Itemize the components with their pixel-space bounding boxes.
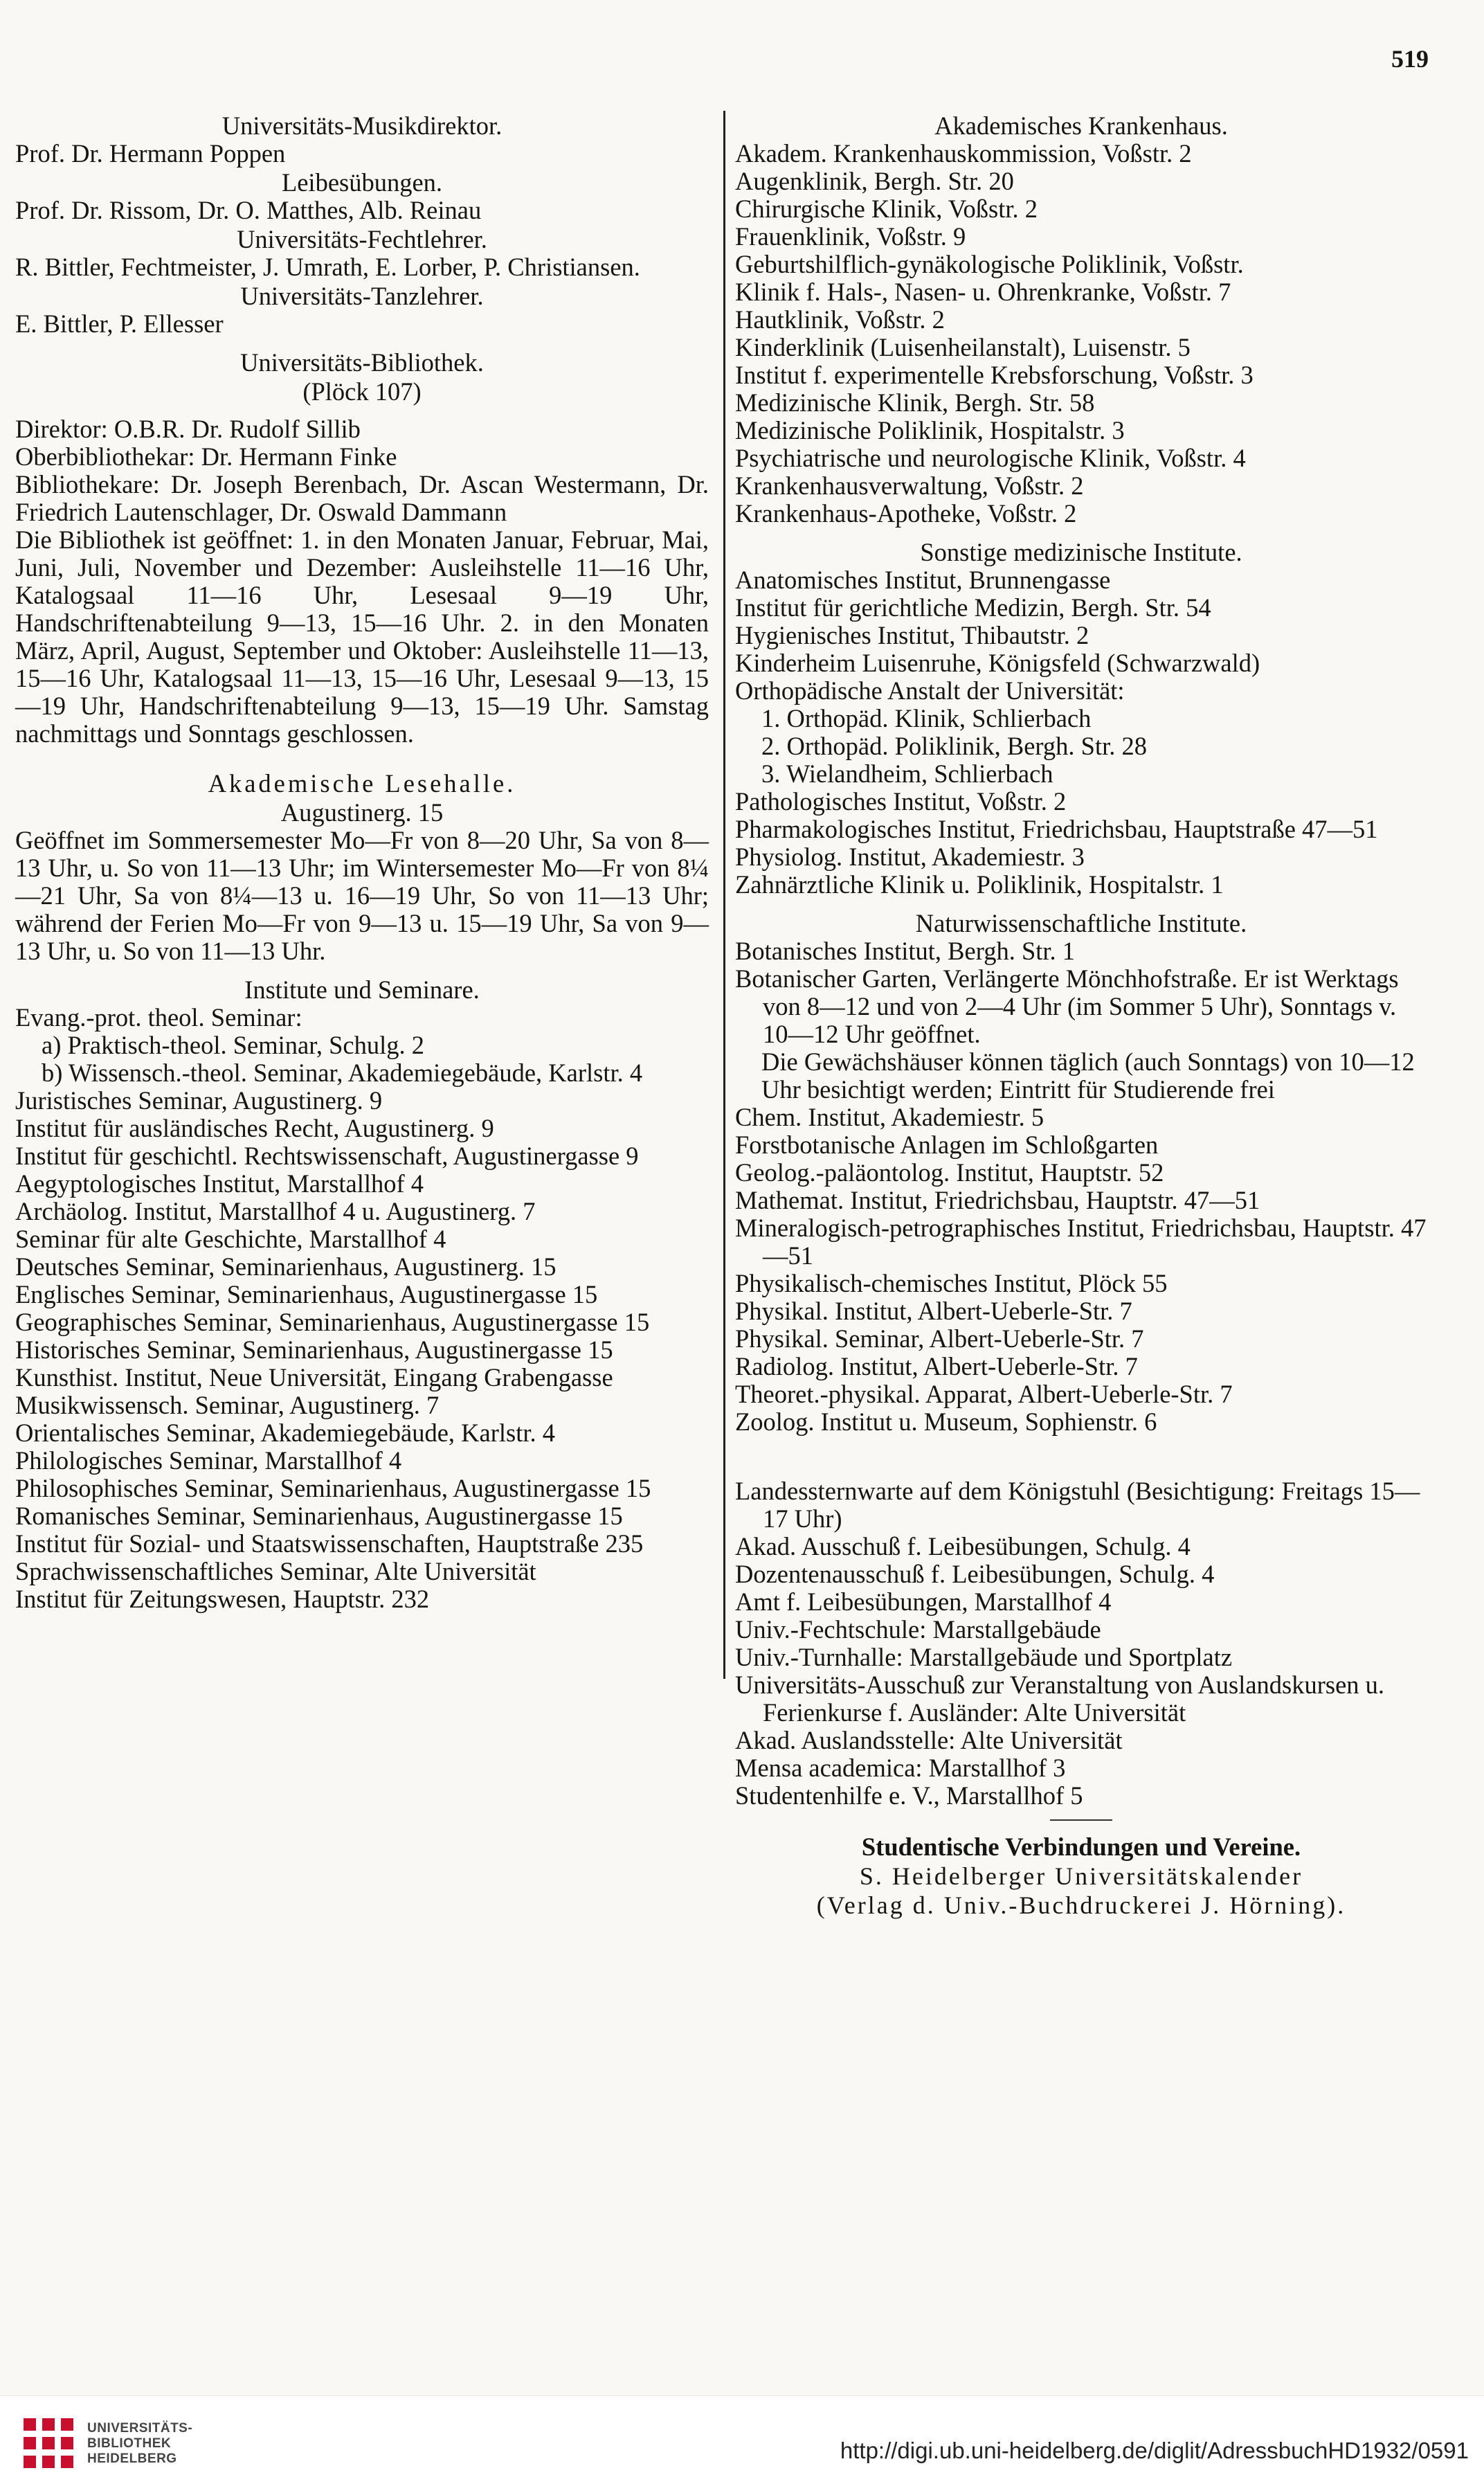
list-item: Physikal. Institut, Albert-Ueberle-Str. 7: [735, 1297, 1132, 1325]
list-item: Medizinische Poliklinik, Hospitalstr. 3: [735, 416, 1125, 444]
list-item: Akad. Ausschuß f. Leibesübungen, Schulg. 4: [735, 1532, 1191, 1560]
medical-list: [735, 566, 1427, 705]
medical-list-continued: [735, 788, 1427, 899]
logo-text-line1: UNIVERSITÄTS-: [87, 2421, 193, 2436]
list-item: Mensa academica: Marstallhof 3: [735, 1754, 1066, 1782]
music-heading: Universitäts-Musikdirektor.: [221, 111, 503, 140]
list-item: Dozentenausschuß f. Leibesübungen, Schulg. 4: [735, 1560, 1215, 1588]
footer-bar: [0, 2395, 1484, 2484]
list-item: Philosophisches Seminar, Seminarienhaus, Augustinergasse 15: [15, 1474, 651, 1502]
list-item: Botanisches Institut, Bergh. Str. 1: [735, 937, 1076, 965]
list-item: Kunsthist. Institut, Neue Universität, Eingang Grabengasse: [15, 1363, 613, 1392]
list-item: Geographisches Seminar, Seminarienhaus, Augustinergasse 15: [15, 1308, 650, 1336]
music-names: Prof. Dr. Hermann Poppen: [15, 139, 286, 168]
list-item: Theoret.-physikal. Apparat, Albert-Ueberle-Str. 7: [735, 1380, 1233, 1408]
student-reference: S. Heidelberger Universitätskalender: [859, 1862, 1303, 1890]
ortho-sub-2: 2. Orthopäd. Poliklinik, Bergh. Str. 28: [761, 732, 1147, 760]
list-item: Englisches Seminar, Seminarienhaus, Augustinergasse 15: [15, 1280, 598, 1308]
left-column: [15, 111, 709, 1613]
ortho-sub-1: 1. Orthopäd. Klinik, Schlierbach: [761, 704, 1092, 732]
dance-heading: Universitäts-Tanzlehrer.: [240, 282, 484, 310]
library-director: Direktor: O.B.R. Dr. Rudolf Sillib: [15, 415, 361, 443]
reading-room-hours: Geöffnet im Sommersemester Mo—Fr von 8—20 Uhr, Sa von 8—13 Uhr, u. So von 11—13 Uhr; im Wintersemester Mo—Fr von 8¼—21 Uhr, Sa von 8¼—13 u. 16—19 Uhr, So von 11—13 Uhr; während der Ferien Mo—Fr von 9—13 u. 15—19 Uhr, Sa von 9—13 Uhr, u. So von 11—13 Uhr.: [15, 826, 709, 965]
list-item: Pharmakologisches Institut, Friedrichsbau, Hauptstraße 47—51: [735, 815, 1378, 843]
list-item: Institut für gerichtliche Medizin, Bergh. Str. 54: [735, 593, 1211, 622]
list-item: Institut für Zeitungswesen, Hauptstr. 232: [15, 1585, 430, 1613]
student-publisher: (Verlag d. Univ.-Buchdruckerei J. Hörning).: [816, 1891, 1346, 1919]
greenhouse-note: Die Gewächshäuser können täglich (auch Sonntags) von 10—12 Uhr besichtigt werden; Eintritt für Studierende frei: [761, 1047, 1415, 1104]
column-divider: [723, 111, 725, 1679]
list-item: Geburtshilflich-gynäkologische Poliklinik, Voßstr.: [735, 250, 1244, 278]
page-number: 519: [1391, 45, 1429, 73]
sports-names: Prof. Dr. Rissom, Dr. O. Matthes, Alb. Reinau: [15, 196, 482, 224]
list-item: Institut für geschichtl. Rechtswissenschaft, Augustinergasse 9: [15, 1142, 639, 1170]
logo-text-line3: HEIDELBERG: [87, 2451, 177, 2466]
list-item: Juristisches Seminar, Augustinerg. 9: [15, 1086, 383, 1115]
list-item: Romanisches Seminar, Seminarienhaus, Augustinergasse 15: [15, 1502, 623, 1530]
right-column: [735, 111, 1427, 1919]
library-librarians: Bibliothekare: Dr. Joseph Berenbach, Dr. Ascan Westermann, Dr. Friedrich Lautenschlager, Dr. Oswald Dammann: [15, 470, 709, 526]
list-item: Akadem. Krankenhauskommission, Voßstr. 2: [735, 139, 1192, 168]
list-item: Zoolog. Institut u. Museum, Sophienstr. 6: [735, 1407, 1157, 1436]
list-item: Amt f. Leibesübungen, Marstallhof 4: [735, 1587, 1112, 1616]
section-rule: [1050, 1819, 1112, 1821]
list-item: Anatomisches Institut, Brunnengasse: [735, 566, 1111, 594]
list-item: Orthopädische Anstalt der Universität:: [735, 676, 1125, 705]
list-item: Krankenhaus-Apotheke, Voßstr. 2: [735, 499, 1077, 528]
source-url-link[interactable]: http://digi.ub.uni-heidelberg.de/diglit/AdressbuchHD1932/0591: [840, 2438, 1469, 2463]
list-item: Musikwissensch. Seminar, Augustinerg. 7: [15, 1391, 440, 1419]
list-item: Archäolog. Institut, Marstallhof 4 u. Augustinerg. 7: [15, 1197, 536, 1225]
library-address: (Plöck 107): [302, 377, 422, 406]
list-item: Deutsches Seminar, Seminarienhaus, Augustinerg. 15: [15, 1252, 556, 1281]
list-item: Physiolog. Institut, Akademiestr. 3: [735, 843, 1085, 871]
institutes-heading: Institute und Seminare.: [244, 975, 480, 1004]
list-item: Seminar für alte Geschichte, Marstallhof 4: [15, 1225, 446, 1253]
list-item: Pathologisches Institut, Voßstr. 2: [735, 787, 1067, 816]
list-item: Kinderheim Luisenruhe, Königsfeld (Schwarzwald): [735, 649, 1260, 677]
list-item: Philologisches Seminar, Marstallhof 4: [15, 1446, 402, 1475]
list-item: Landessternwarte auf dem Königstuhl (Besichtigung: Freitags 15—17 Uhr): [735, 1477, 1420, 1533]
list-item: Krankenhausverwaltung, Voßstr. 2: [735, 471, 1084, 500]
list-item: Augenklinik, Bergh. Str. 20: [735, 167, 1014, 195]
misc-list: [735, 1477, 1427, 1810]
library-heading: Universitäts-Bibliothek.: [240, 348, 484, 377]
list-item: Botanischer Garten, Verlängerte Mönchhofstraße. Er ist Werktags von 8—12 und von 2—4 Uhr (im Sommer 5 Uhr), Sonntags v. 10—12 Uhr geöffnet.: [735, 964, 1399, 1048]
list-item: Orientalisches Seminar, Akademiegebäude, Karlstr. 4: [15, 1419, 556, 1447]
list-item: Klinik f. Hals-, Nasen- u. Ohrenkranke, Voßstr. 7: [735, 278, 1231, 306]
hospital-list: [735, 140, 1427, 528]
hospital-heading: Akademisches Krankenhaus.: [934, 111, 1228, 140]
library-hours: Die Bibliothek ist geöffnet: 1. in den Monaten Januar, Februar, Mai, Juni, Juli, November und Dezember: Ausleihstelle 11—16 Uhr, Katalogsaal 11—16 Uhr, Lesesaal 9—19 Uhr, Handschriftenabteilung 9—13, 15—16 Uhr. 2. in den Monaten März, April, August, September und Oktober: Ausleihstelle 11—13, 15—16 Uhr, Katalogsaal 11—13, 15—16 Uhr, Lesesaal 9—13, 15—19 Uhr, Handschriftenabteilung 9—13, 15—19 Uhr. Samstag nachmittags und Sonntags geschlossen.: [15, 525, 709, 748]
theology-seminar: Evang.-prot. theol. Seminar:: [15, 1003, 302, 1032]
list-item: Universitäts-Ausschuß zur Veranstaltung von Auslandskursen u. Ferienkurse f. Ausländer: Alte Universität: [735, 1671, 1385, 1727]
sports-heading: Leibesübungen.: [281, 168, 443, 197]
reading-room-address: Augustinerg. 15: [280, 798, 444, 827]
list-item: Chem. Institut, Akademiestr. 5: [735, 1103, 1044, 1131]
list-item: Physikal. Seminar, Albert-Ueberle-Str. 7: [735, 1324, 1144, 1353]
student-heading: Studentische Verbindungen und Vereine.: [861, 1833, 1301, 1861]
list-item: Zahnärztliche Klinik u. Poliklinik, Hospitalstr. 1: [735, 870, 1224, 899]
list-item: Radiolog. Institut, Albert-Ueberle-Str. 7: [735, 1352, 1138, 1380]
list-item: Hautklinik, Voßstr. 2: [735, 305, 945, 334]
university-library-logo-icon: [21, 2415, 76, 2471]
list-item: Kinderklinik (Luisenheilanstalt), Luisenstr. 5: [735, 333, 1191, 361]
list-item: Aegyptologisches Institut, Marstallhof 4: [15, 1169, 424, 1198]
dance-names: E. Bittler, P. Ellesser: [15, 309, 224, 338]
list-item: Univ.-Turnhalle: Marstallgebäude und Sportplatz: [735, 1643, 1233, 1671]
list-item: Institut f. experimentelle Krebsforschung, Voßstr. 3: [735, 361, 1254, 389]
list-item: Forstbotanische Anlagen im Schloßgarten: [735, 1131, 1159, 1159]
list-item: Univ.-Fechtschule: Marstallgebäude: [735, 1615, 1101, 1644]
medical-heading: Sonstige medizinische Institute.: [920, 538, 1242, 566]
theology-sub-a: a) Praktisch-theol. Seminar, Schulg. 2: [42, 1031, 425, 1059]
list-item: Institut für Sozial- und Staatswissenschaften, Hauptstraße 235: [15, 1529, 644, 1558]
list-item: Sprachwissenschaftliches Seminar, Alte Universität: [15, 1557, 536, 1585]
ortho-sub-3: 3. Wielandheim, Schlierbach: [761, 759, 1053, 788]
list-item: Chirurgische Klinik, Voßstr. 2: [735, 195, 1038, 223]
logo-text-line2: BIBLIOTHEK: [87, 2436, 172, 2451]
list-item: Hygienisches Institut, Thibautstr. 2: [735, 621, 1089, 649]
science-list-continued: [735, 1104, 1427, 1436]
list-item: Historisches Seminar, Seminarienhaus, Augustinergasse 15: [15, 1335, 613, 1364]
list-item: Studentenhilfe e. V., Marstallhof 5: [735, 1781, 1083, 1810]
list-item: Institut für ausländisches Recht, Augustinerg. 9: [15, 1114, 494, 1142]
list-item: Akad. Auslandsstelle: Alte Universität: [735, 1726, 1123, 1754]
list-item: Mineralogisch-petrographisches Institut, Friedrichsbau, Hauptstr. 47—51: [735, 1214, 1427, 1270]
theology-sub-b: b) Wissensch.-theol. Seminar, Akademiegebäude, Karlstr. 4: [42, 1059, 643, 1087]
fencing-heading: Universitäts-Fechtlehrer.: [237, 225, 487, 253]
list-item: Medizinische Klinik, Bergh. Str. 58: [735, 388, 1095, 417]
list-item: Mathemat. Institut, Friedrichsbau, Hauptstr. 47—51: [735, 1186, 1260, 1214]
list-item: Psychiatrische und neurologische Klinik, Voßstr. 4: [735, 444, 1246, 472]
list-item: Geolog.-paläontolog. Institut, Hauptstr. 52: [735, 1158, 1164, 1187]
list-item: Frauenklinik, Voßstr. 9: [735, 222, 966, 251]
reading-room-heading: Akademische Lesehalle.: [208, 769, 516, 798]
library-chief-librarian: Oberbibliothekar: Dr. Hermann Finke: [15, 442, 397, 471]
institutes-list: [15, 1087, 709, 1613]
fencing-names: R. Bittler, Fechtmeister, J. Umrath, E. Lorber, P. Christiansen.: [15, 253, 640, 281]
list-item: Physikalisch-chemisches Institut, Plöck 55: [735, 1269, 1168, 1297]
science-heading: Naturwissenschaftliche Institute.: [915, 909, 1247, 937]
science-list: [735, 937, 1427, 1048]
